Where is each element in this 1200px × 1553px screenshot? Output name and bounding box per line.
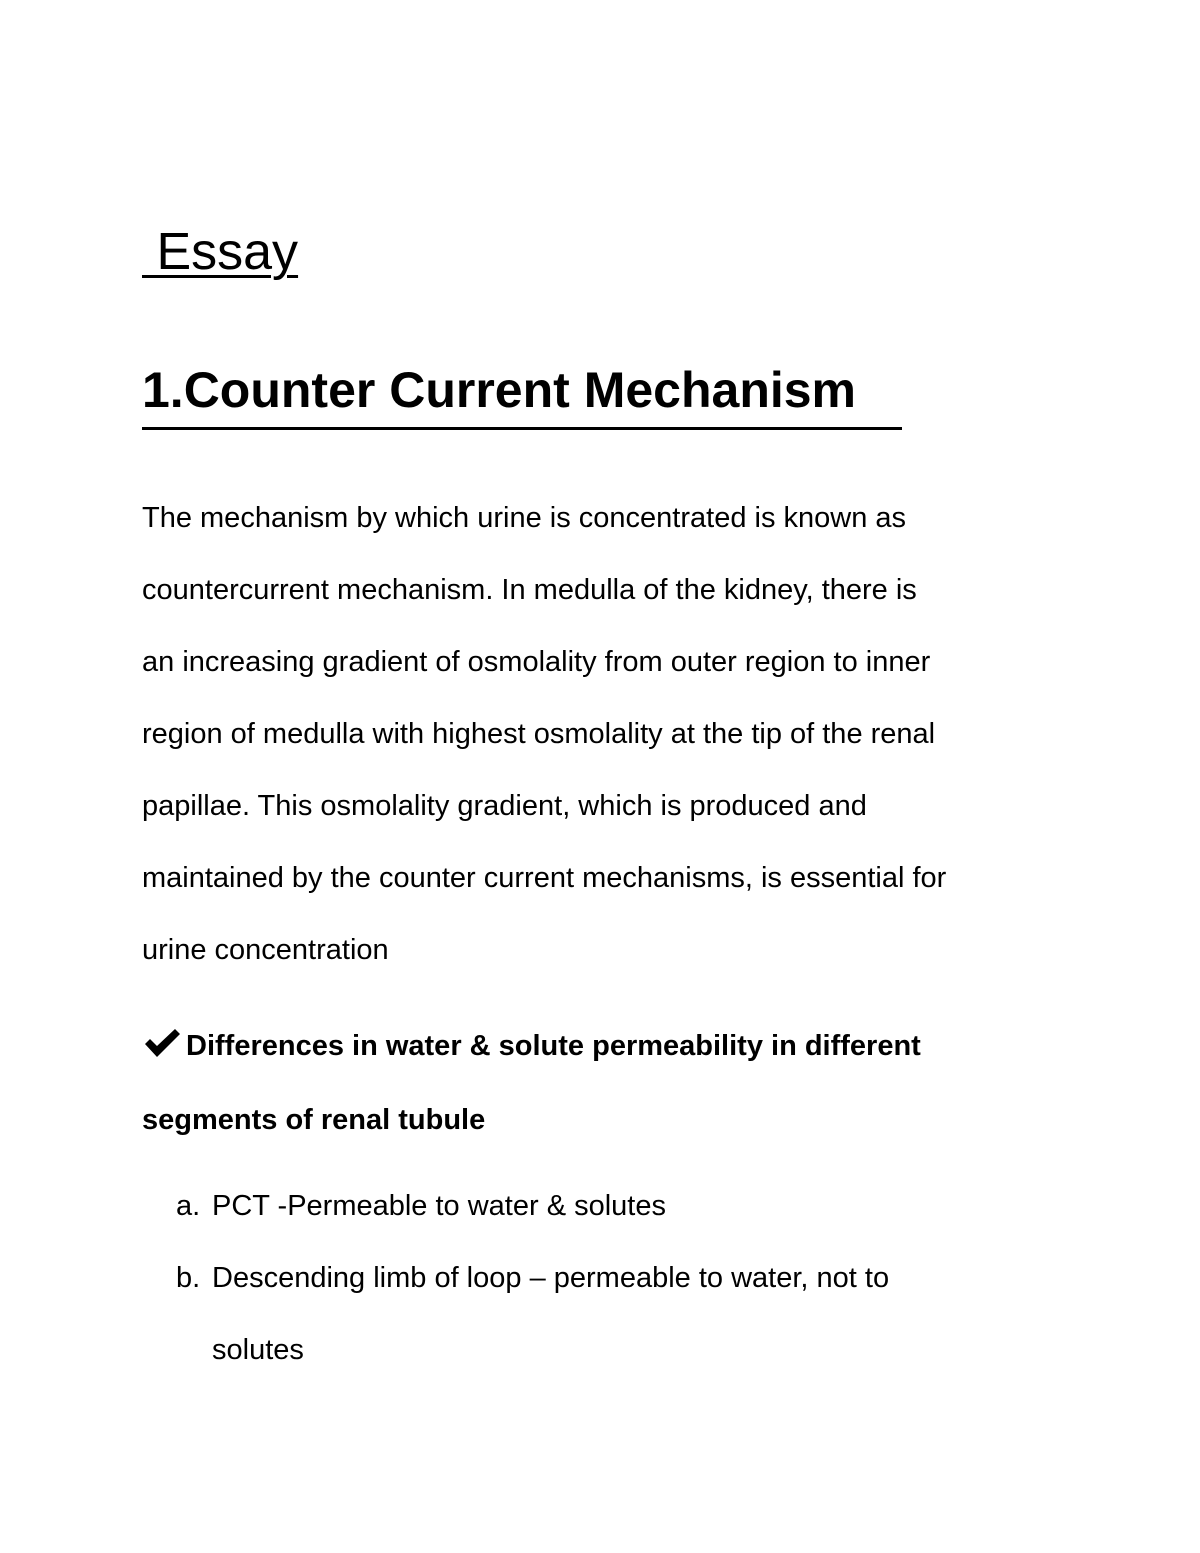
section-heading-text: 1.Counter Current Mechanism [142, 362, 857, 418]
list-item-text: Descending limb of loop – permeable to water, not to [212, 1262, 890, 1294]
essay-title: Essay [142, 223, 299, 281]
list-marker: b. [176, 1262, 201, 1294]
paragraph-line: countercurrent mechanism. In medulla of the kidney, there is [142, 574, 917, 606]
paragraph-line: maintained by the counter current mechanisms, is essential for [142, 862, 947, 894]
list-item [142, 1254, 1062, 1398]
subheading-line [142, 1022, 1062, 1096]
paragraph-line: papillae. This osmolality gradient, which is produced and [142, 790, 867, 822]
subheading-line: segments of renal tubule [142, 1104, 486, 1136]
list-item [142, 1182, 1062, 1254]
paragraph-line: urine concentration [142, 934, 389, 966]
heading-underline [142, 427, 902, 430]
subheading-text: Differences in water & solute permeability in different [186, 1030, 921, 1062]
section-heading [142, 360, 856, 420]
checkmark-icon [142, 1027, 182, 1059]
paragraph-line: The mechanism by which urine is concentrated is known as [142, 502, 907, 534]
intro-paragraph [142, 494, 1062, 998]
permeability-subheading [142, 1022, 1062, 1170]
list-marker: a. [176, 1190, 201, 1222]
list-item-text: PCT -Permeable to water & solutes [212, 1190, 666, 1222]
list-item-text: solutes [212, 1334, 304, 1366]
paragraph-line: region of medulla with highest osmolality at the tip of the renal [142, 718, 936, 750]
permeability-list [142, 1182, 1062, 1398]
paragraph-line: an increasing gradient of osmolality from outer region to inner [142, 646, 931, 678]
